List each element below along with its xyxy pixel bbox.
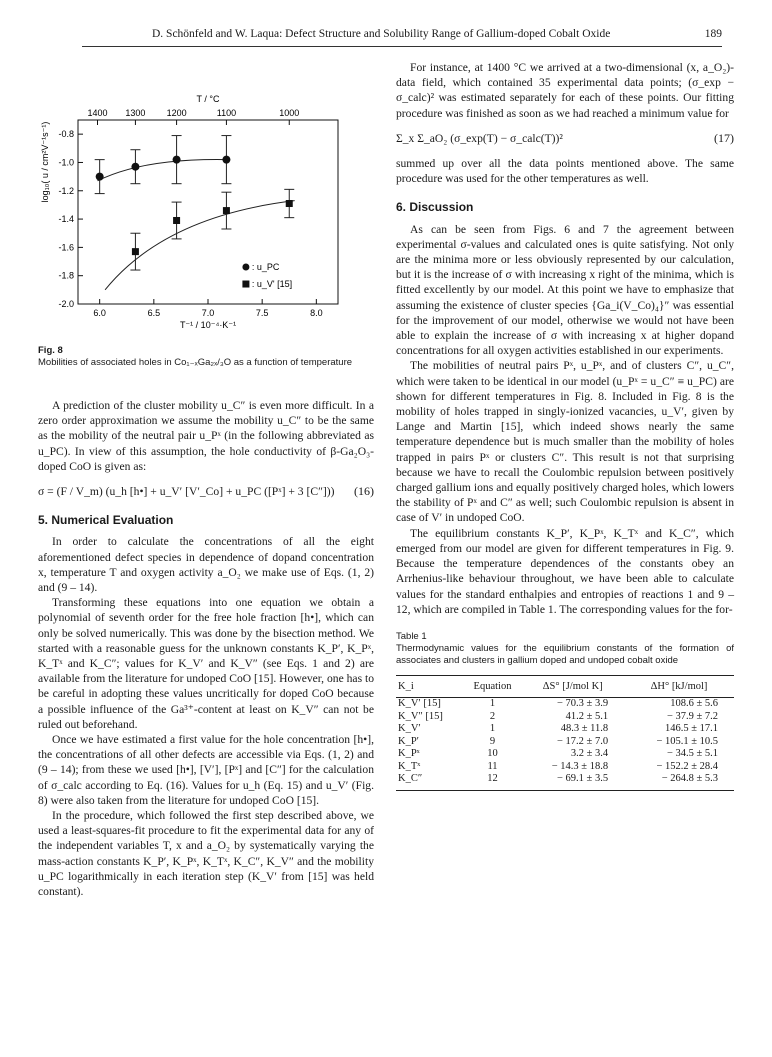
table-cell: K_V′ [15] <box>398 698 441 710</box>
table-row <box>396 736 734 749</box>
top-tick-label: 1400 <box>87 108 108 118</box>
top-tick-label: 1100 <box>216 108 237 118</box>
table-cell: 146.5 ± 17.1 <box>664 723 718 735</box>
y-tick-label: -0.8 <box>58 129 74 140</box>
table-cell: K_V′ <box>398 723 421 735</box>
table-cell: K_Pˣ <box>398 748 420 760</box>
section-heading: 6. Discussion <box>396 200 474 215</box>
y-tick-label: -1.6 <box>58 242 74 253</box>
x-tick-label: 7.0 <box>201 308 215 318</box>
paragraph: In the procedure, which followed the first step described above, we used a least-squares-fit procedure to fit the experimental data for any of the independent variables T, x and a_O₂ by systematically varying the mass-action constants K_P′, K_Pˣ, K_Tˣ, K_C″, K_V″ and the mobility u_PC logarithmically in each iteration step (K_V′ from [15] was held constant). <box>38 809 374 899</box>
top-tick-label: 1200 <box>166 108 187 118</box>
equation-number: (17) <box>714 130 734 145</box>
y-tick-label: -1.8 <box>58 270 74 281</box>
data-point-upc <box>173 156 181 164</box>
paragraph: Transforming these equations into one equation we obtain a polynomial of seventh order for the free hole fraction [h•], which can only be solved numerically. This was done by the bisection method. We started with a reasonable guess for the unknown constants K_P′, K_Pˣ, K_Tˣ and K_C″; values for K_V′ and K_V″ (see Eqs. 1 and 2) are available from the literature for undoped CoO [15]. However, one has to be careful in adopting these values uncritically for doped CoO because a possible influence of the Ga³⁺-content at least on K_V″ can not be ruled out beforehand. <box>38 596 374 731</box>
table-cell: 3.2 ± 3.4 <box>570 748 609 760</box>
data-point-uv <box>223 207 230 214</box>
paragraph: For instance, at 1400 °C we arrived at a two-dimensional (x, a_O₂)-data field, which contained 35 experimental data points; (σ_exp − σ_calc)² was estimated separately for each of these points. Our fitting procedure was finished as soon as we had reached a minimum value for <box>396 61 734 120</box>
table-row <box>396 761 734 774</box>
y-tick-label: -2.0 <box>58 299 74 309</box>
table-caption <box>396 631 734 667</box>
data-point-uv <box>286 200 293 207</box>
table-cell: 2 <box>489 710 496 722</box>
table-cell: K_Tˣ <box>398 760 421 772</box>
table-cell: 1 <box>489 698 496 710</box>
table-row <box>396 773 734 790</box>
figure-8-chart <box>38 92 368 342</box>
table-cell: K_V″ [15] <box>398 710 443 722</box>
paragraph: summed up over all the data points mentioned above. The same procedure was used for the other temperatures as well. <box>396 157 734 186</box>
paragraph: As can be seen from Figs. 6 and 7 the agreement between experimental σ-values and calculated ones is quite satisfying. Not only are the minima more or less obviously represented by our calculation, but it is the increase of σ with increasing x right of the minima, which is fitted excellently by our model. At this point we have to emphasize that assuming the existence of cluster species {Ga_i(V_Co)₄}″ was essential for the improvement of our model, otherwise we would not have been able to explain the increase of σ with increasing x at higher dopand concentrations for all oxygen activities established in our experiments. <box>396 222 734 358</box>
y-axis-label: log₁₀( u / cm²V⁻¹s⁻¹) <box>40 121 50 203</box>
paragraph: The equilibrium constants K_P′, K_Pˣ, K_Tˣ and K_C″, which emerged from our model are given for different temperatures in Fig. 9. Because the temperature dependences of the constants obey an Arrhenius-like behaviour throughout, we have been able to calculate values for the standard enthalpies and entropies of reactions 1 and 9 – 12, which are compiled in Table 1. The corresponding values for the for- <box>396 526 734 616</box>
x-tick-label: 6.5 <box>147 308 161 318</box>
x-tick-label: 8.0 <box>310 308 323 318</box>
table-header-cell: ΔH° [kJ/mol] <box>624 675 734 697</box>
legend-label: : u_PC <box>251 262 280 273</box>
equation-body: Σ_x Σ_aO₂ (σ_exp(T) − σ_calc(T))² <box>396 131 563 145</box>
table-cell: K_C″ <box>396 773 464 790</box>
running-title: D. Schönfeld and W. Laqua: Defect Structure and Solubility Range of Gallium-doped Cobalt Oxide <box>152 28 611 40</box>
table-caption-text: Thermodynamic values for the equilibrium constants of the formation of associates and clusters in gallium doped and undoped cobalt oxide <box>396 642 734 666</box>
legend-label: : u_V' [15] <box>251 279 293 290</box>
y-tick-label: -1.2 <box>58 185 74 196</box>
table-label: Table 1 <box>396 630 427 642</box>
table-cell: − 70.3 ± 3.9 <box>557 698 609 710</box>
table-cell: − 105.1 ± 10.5 <box>656 735 718 747</box>
right-column <box>396 60 734 791</box>
table-cell: − 152.2 ± 28.4 <box>656 760 718 772</box>
table-row <box>396 748 734 761</box>
table-cell: 108.6 ± 5.6 <box>670 698 718 710</box>
table-cell: − 69.1 ± 3.5 <box>521 773 624 790</box>
paragraph: A prediction of the cluster mobility u_C″ is even more difficult. In a zero order approximation we assume the mobility u_C″ to be the same as the mobility of the neutral pair u_Pˣ (in the following abbreviated as u_PC). In view of this assumption, the hole conductivity of β-Ga₂O₃-doped CoO is given as: <box>38 399 374 473</box>
legend-marker-upc <box>242 264 249 271</box>
data-point-upc <box>96 173 104 181</box>
table-cell: − 17.2 ± 7.0 <box>557 735 609 747</box>
data-point-uv <box>132 248 139 255</box>
table-cell: 41.2 ± 5.1 <box>565 710 609 722</box>
data-point-upc <box>131 163 139 171</box>
table-row <box>396 723 734 736</box>
figure-label: Fig. 8 <box>38 345 63 356</box>
left-column <box>38 398 374 899</box>
section-heading: 5. Numerical Evaluation <box>38 513 174 528</box>
thermodynamic-table <box>396 675 734 791</box>
table-cell: − 37.9 ± 7.2 <box>666 710 718 722</box>
y-tick-label: -1.0 <box>58 157 74 168</box>
table-cell: − 14.3 ± 18.8 <box>551 760 609 772</box>
legend-marker-uv <box>242 281 249 288</box>
table-cell: K_P′ <box>398 735 419 747</box>
paragraph: Once we have estimated a first value for the hole concentration [h•], the concentrations of all other defects are accessible via Eqs. (1, 2) and (9 – 14); from these we used [h•], [V′], [Pˣ] and [C″] for the calculation of σ_calc according to Eq. (16). Values for u_h (Eq. 15) and u_V′ (Fig. 8) were also taken from the literature for undoped CoO [15]. <box>38 733 374 807</box>
table-row <box>396 698 734 711</box>
page-number: 189 <box>704 28 722 40</box>
fit-curve <box>105 201 295 290</box>
figure-caption <box>38 345 368 369</box>
table-header-cell: K_i <box>396 675 464 697</box>
data-point-uv <box>173 217 180 224</box>
data-point-upc <box>222 156 230 164</box>
top-tick-label: 1000 <box>279 108 300 118</box>
x-axis-label: T⁻¹ / 10⁻⁴·K⁻¹ <box>179 320 237 330</box>
paragraph: The mobilities of neutral pairs Pˣ, u_Pˣ, and of clusters C″, u_C″, which were taken to be identical in our model (u_Pˣ = u_C″ ≡ u_PC) are shown for different temperatures in Fig. 8. Included in Fig. 8 is the mobility of holes trapped in singly-ionized vacancies, u_V′, given by Lange and Martin [15], which indeed shows nearly the same temperature dependence but is much smaller than the mobility of holes trapped in pairs Pˣ or clusters C″. This result is not that surprising because we have to recall the Coulombic repulsion between positively charged gallium ions and equally positively charged holes, which lowers the stability of Pˣ and C″ as well; such Coulombic repulsion is absent in case of V′ in undoped CoO. <box>396 359 734 525</box>
table-cell: 9 <box>489 735 496 747</box>
table-cell: 11 <box>487 760 498 772</box>
figure-caption-text: Mobilities of associated holes in Co₁₋ₓGa₂ₓ/₃O as a function of temperature <box>38 357 353 368</box>
equation-16 <box>38 484 374 499</box>
table-cell: − 34.5 ± 5.1 <box>666 748 718 760</box>
table-cell: 48.3 ± 11.8 <box>560 723 609 735</box>
equation-number: (16) <box>354 484 374 499</box>
table-cell: 12 <box>464 773 522 790</box>
x-tick-label: 7.5 <box>255 308 269 318</box>
table-cell: 10 <box>487 748 498 760</box>
equation-17 <box>396 131 734 146</box>
top-axis-label: T / °C <box>196 94 220 104</box>
top-tick-label: 1300 <box>125 108 146 118</box>
table-cell: − 264.8 ± 5.3 <box>624 773 734 790</box>
paragraph: In order to calculate the concentrations of all the eight aforementioned defect species in dependence of dopand concentration x, temperature T and oxygen activity a_O₂ we make use of Eqs. (1, 2) and (9 – 14). <box>38 535 374 595</box>
equation-body: σ = (F / V_m) (u_h [h•] + u_V′ [V′_Co] + u_PC ([Pˣ] + 3 [C″])) <box>38 485 335 499</box>
header-rule <box>82 46 722 47</box>
x-tick-label: 6.0 <box>93 308 106 318</box>
table-header-cell: ΔS° [J/mol K] <box>521 675 624 697</box>
table-header-cell: Equation <box>464 675 522 697</box>
table-row <box>396 711 734 724</box>
y-tick-label: -1.4 <box>58 214 74 225</box>
table-cell: 1 <box>489 723 496 735</box>
fit-curve <box>98 160 227 181</box>
